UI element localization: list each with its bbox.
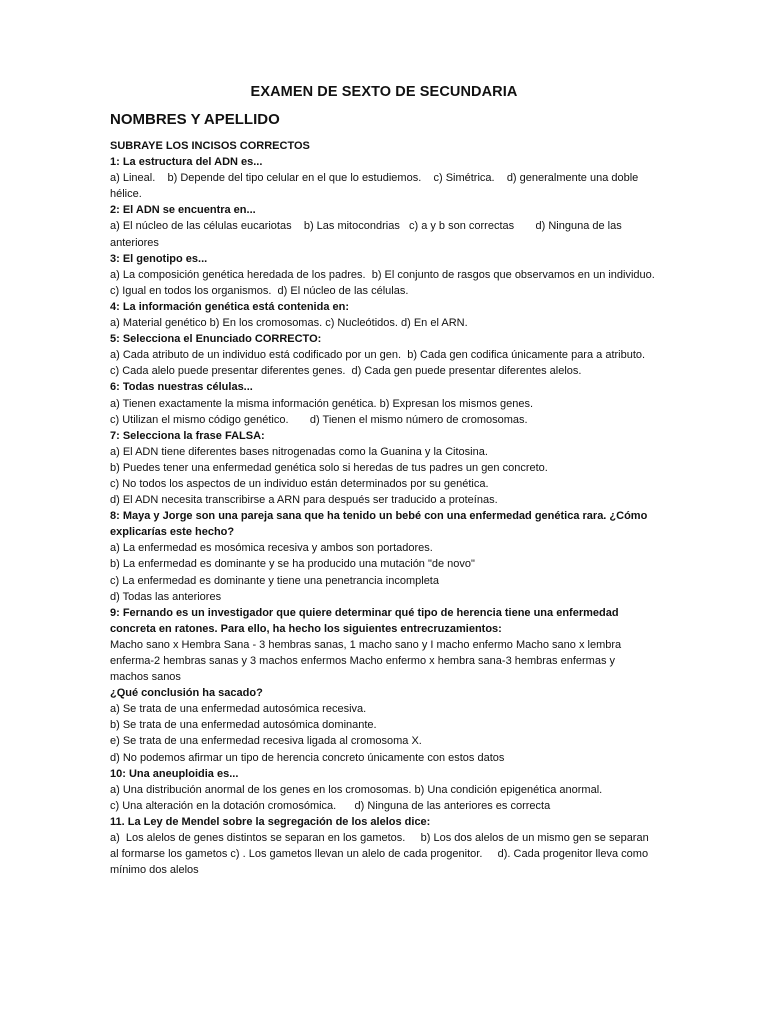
question-4: 4: La información genética está contenida en: (110, 300, 349, 313)
answers-4: a) Material genético b) En los cromosomas. c) Nucleótidos. d) En el ARN. (110, 317, 468, 330)
answer-10c: c) Una alteración en la dotación cromosómica. d) Ninguna de las anteriores es correcta (110, 799, 551, 812)
answer-9b: b) Se trata de una enfermedad autosómica dominante. (110, 719, 377, 732)
question-9: 9: Fernando es un investigador que quiere determinar qué tipo de herencia tiene una enfermedad concreta en ratones. Para ello, ha hecho los siguientes entrecruzamientos: (110, 606, 619, 635)
answers-5: a) Cada atributo de un individuo está codificado por un gen. b) Cada gen codifica únicamente para a atributo. c) Cada alelo puede presentar diferentes genes. d) Cada gen puede presentar diferentes alelos. (110, 349, 652, 378)
question-7: 7: Selecciona la frase FALSA: (110, 429, 265, 442)
question-2: 2: El ADN se encuentra en... (110, 204, 256, 217)
answer-8d: d) Todas las anteriores (110, 590, 222, 603)
question-5: 5: Selecciona el Enunciado CORRECTO: (110, 333, 322, 346)
answer-9d: d) No podemos afirmar un tipo de herencia concreto únicamente con estos datos (110, 751, 505, 764)
answer-8c: c) La enfermedad es dominante y tiene una penetrancia incompleta (110, 574, 439, 587)
instruction: SUBRAYE LOS INCISOS CORRECTOS (110, 140, 310, 152)
question-9-conclusion: ¿Qué conclusión ha sacado? (110, 687, 263, 700)
answer-7d: d) El ADN necesita transcribirse a ARN para después ser traducido a proteínas. (110, 494, 498, 507)
answer-9e: e) Se trata de una enfermedad recesiva ligada al cromosoma X. (110, 735, 422, 748)
answer-9a: a) Se trata de una enfermedad autosómica recesiva. (110, 703, 367, 716)
answers-2: a) El núcleo de las células eucariotas b) Las mitocondrias c) a y b son correctas d) Ninguna de las anteriores (110, 220, 625, 249)
question-6: 6: Todas nuestras células... (110, 381, 253, 394)
answer-8b: b) La enfermedad es dominante y se ha producido una mutación "de novo" (110, 558, 475, 571)
question-8: 8: Maya y Jorge son una pareja sana que ha tenido un bebé con una enfermedad genética rara. ¿Cómo explicarías este hecho? (110, 510, 648, 539)
name-field-label: NOMBRES Y APELLIDO (110, 111, 280, 128)
crosses-text: Macho sano x Hembra Sana - 3 hembras sanas, 1 macho sano y I macho enfermo Macho sano x lembra enferma-2 hembras sanas y 3 machos enfermos Macho enfermo x hembra sana-3 hembras enfermas y machos sanos (110, 638, 625, 684)
answer-7b: b) Puedes tener una enfermedad genética solo si heredas de tus padres un gen concreto. (110, 461, 548, 474)
question-1: 1: La estructura del ADN es... (110, 156, 263, 169)
answers-1: a) Lineal. b) Depende del tipo celular en el que lo estudiemos. c) Simétrica. d) generalmente una doble hélice. (110, 172, 642, 201)
answers-3: a) La composición genética heredada de los padres. b) El conjunto de rasgos que observamos en un individuo. c) Igual en todos los organismos. d) El núcleo de las células. (110, 268, 665, 297)
question-11: 11. La Ley de Mendel sobre la segregación de los alelos dice: (110, 815, 431, 828)
question-10: 10: Una aneuploidia es... (110, 767, 239, 780)
exam-content (110, 138, 665, 878)
answer-7c: c) No todos los aspectos de un individuo están determinados por su genética. (110, 477, 489, 490)
answers-11: a) Los alelos de genes distintos se separan en los gametos. b) Los dos alelos de un mismo gen se separan al formarse los gametos c) . Los gametos llevan un alelo de cada progenitor. d). Cada progenitor lleva como mínimo dos alelos (110, 832, 652, 877)
question-3: 3: El genotipo es... (110, 252, 208, 265)
answer-10a: a) Una distribución anormal de los genes en los cromosomas. b) Una condición epigenética anormal. (110, 783, 603, 796)
answer-6a: a) Tienen exactamente la misma información genética. b) Expresan los mismos genes. (110, 397, 534, 410)
answer-8a: a) La enfermedad es mosómica recesiva y ambos son portadores. (110, 542, 433, 555)
answer-7a: a) El ADN tiene diferentes bases nitrogenadas como la Guanina y la Citosina. (110, 445, 488, 458)
page-title: EXAMEN DE SEXTO DE SECUNDARIA (250, 84, 518, 100)
answer-6c: c) Utilizan el mismo código genético. d) Tienen el mismo número de cromosomas. (110, 413, 528, 426)
